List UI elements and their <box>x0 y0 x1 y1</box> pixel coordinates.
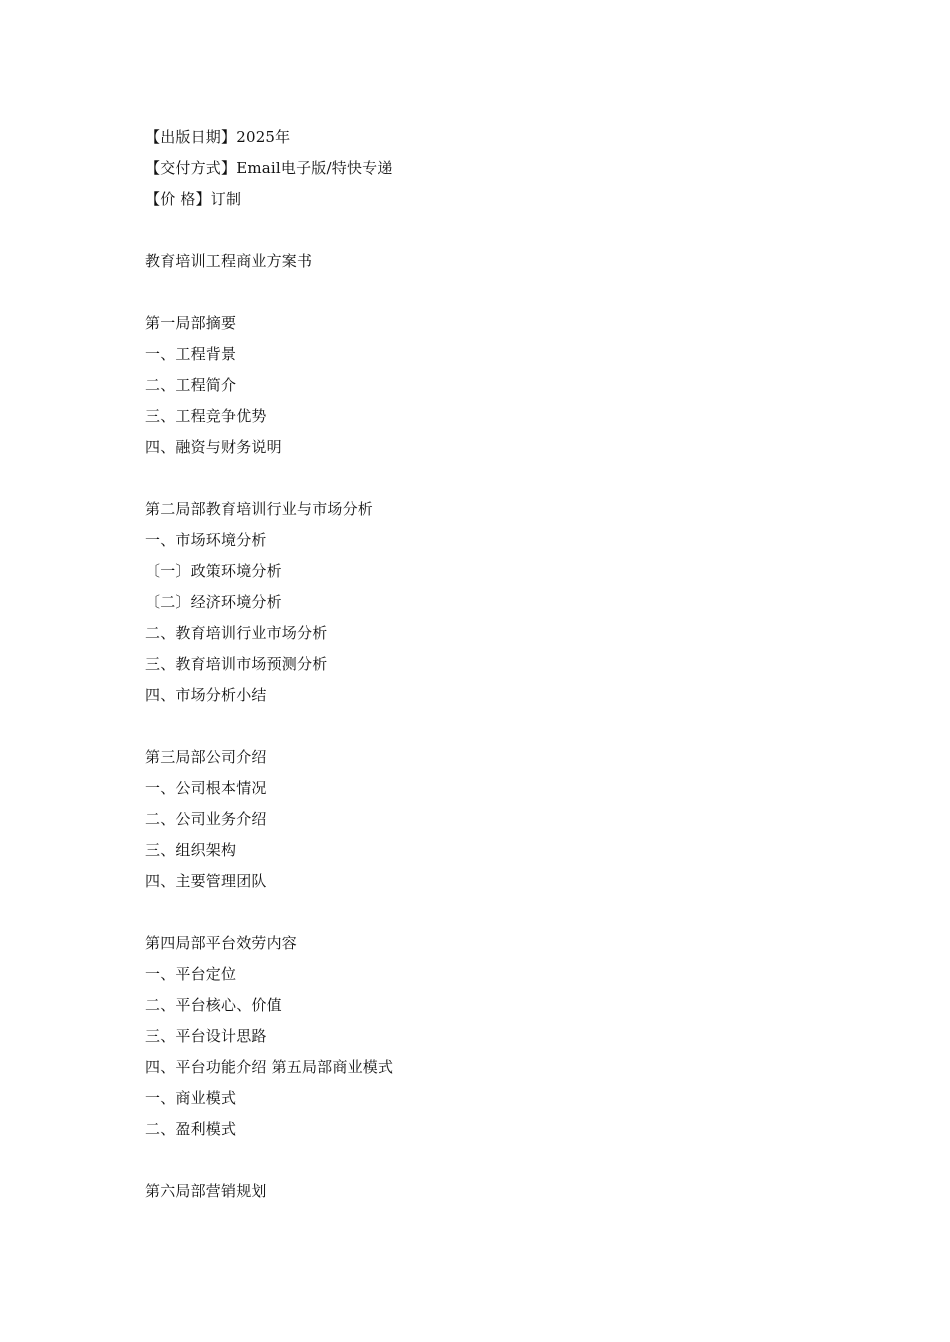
spacer <box>145 900 845 931</box>
toc-item: 四、平台功能介绍 第五局部商业模式 <box>145 1058 394 1076</box>
toc-item: 一、商业模式 <box>145 1089 237 1107</box>
section-heading: 第一局部摘要 <box>145 314 237 332</box>
document-title: 教育培训工程商业方案书 <box>145 252 313 270</box>
toc-item: 三、工程竞争优势 <box>145 407 267 425</box>
toc-item: 〔二〕经济环境分析 <box>145 593 282 611</box>
toc-item: 二、教育培训行业市场分析 <box>145 624 328 642</box>
toc-item: 二、平台核心、价值 <box>145 996 282 1014</box>
toc-item: 四、融资与财务说明 <box>145 438 282 456</box>
toc-item: 一、平台定位 <box>145 965 237 983</box>
section-heading: 第六局部营销规划 <box>145 1182 267 1200</box>
toc-item: 〔一〕政策环境分析 <box>145 562 282 580</box>
spacer <box>145 280 845 311</box>
toc-item: 一、市场环境分析 <box>145 531 267 549</box>
spacer <box>145 714 845 745</box>
toc-item: 四、主要管理团队 <box>145 872 267 890</box>
delivery-method: 【交付方式】Email电子版/特快专递 <box>145 159 393 177</box>
toc-item: 二、公司业务介绍 <box>145 810 267 828</box>
toc-item: 三、教育培训市场预测分析 <box>145 655 328 673</box>
price: 【价 格】订制 <box>145 190 242 208</box>
spacer <box>145 1148 845 1179</box>
toc-item: 二、工程简介 <box>145 376 237 394</box>
toc-item: 三、组织架构 <box>145 841 237 859</box>
section-heading: 第四局部平台效劳内容 <box>145 934 298 952</box>
toc-item: 一、工程背景 <box>145 345 237 363</box>
toc-item: 四、市场分析小结 <box>145 686 267 704</box>
toc-item: 三、平台设计思路 <box>145 1027 267 1045</box>
section-heading: 第三局部公司介绍 <box>145 748 267 766</box>
publish-date: 【出版日期】2025年 <box>145 128 291 146</box>
document-content <box>145 125 845 1210</box>
spacer <box>145 466 845 497</box>
toc-item: 二、盈利模式 <box>145 1120 237 1138</box>
spacer <box>145 218 845 249</box>
toc-item: 一、公司根本情况 <box>145 779 267 797</box>
section-heading: 第二局部教育培训行业与市场分析 <box>145 500 374 518</box>
